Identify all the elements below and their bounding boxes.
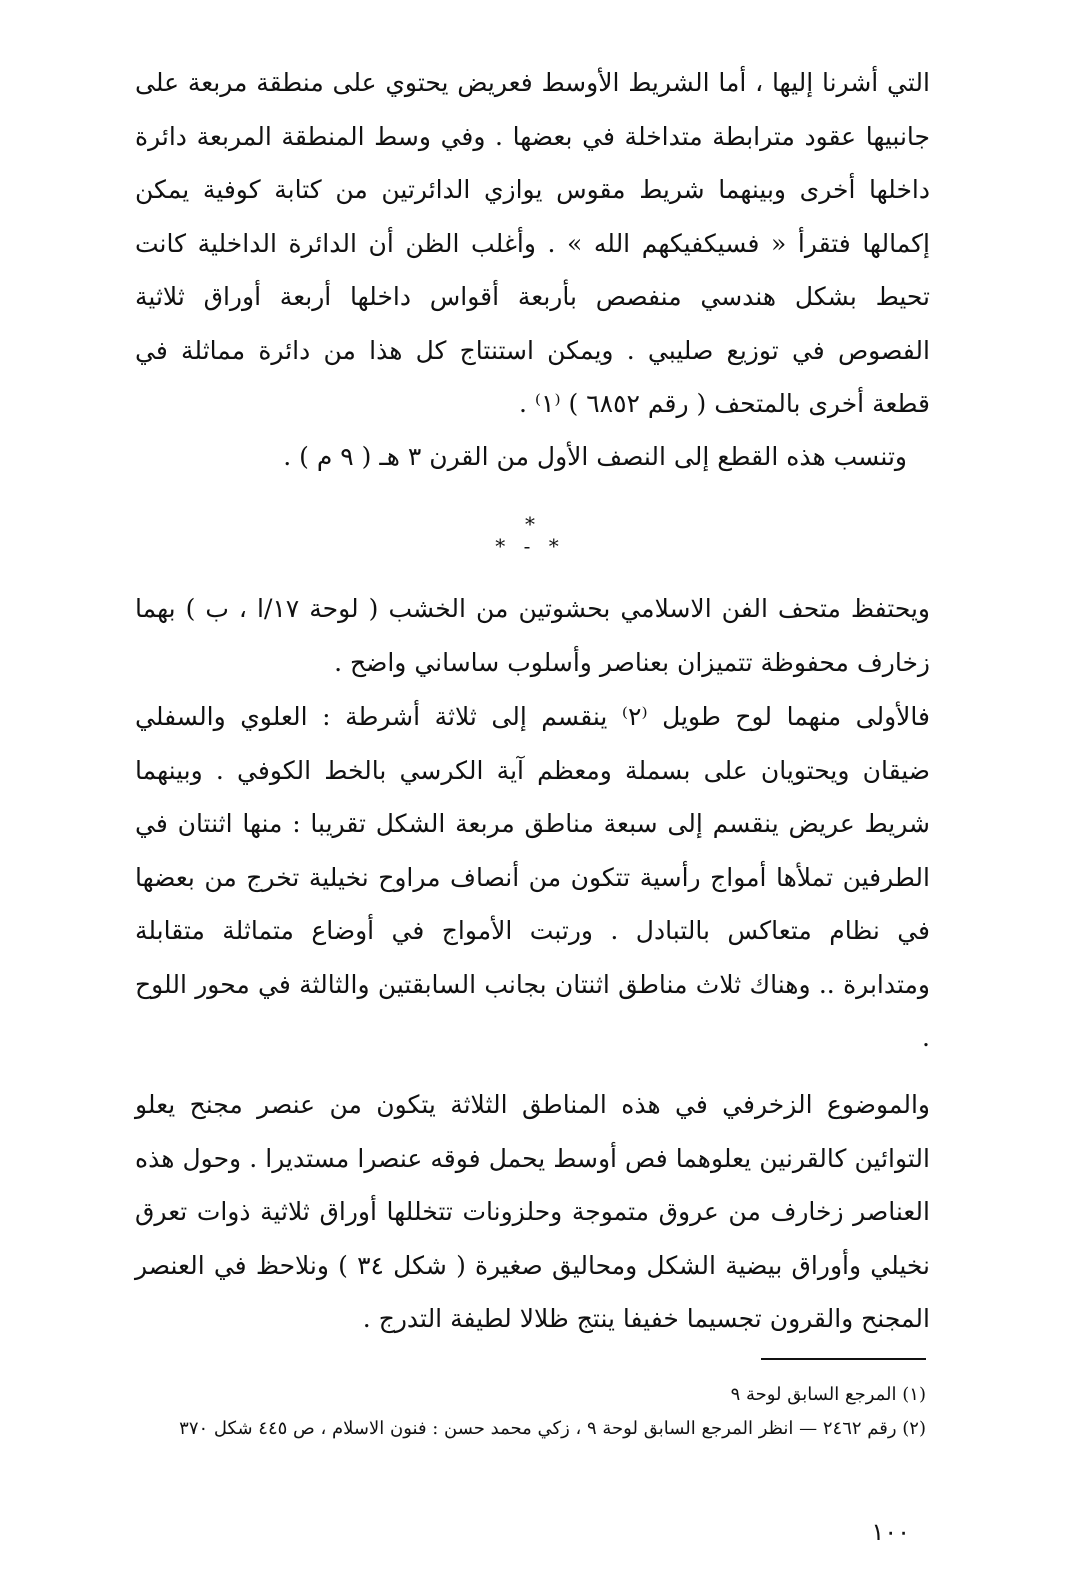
footnote-divider (761, 1358, 926, 1360)
body-paragraph-3: ويحتفظ متحف الفن الاسلامي بحشوتين من الخشب ( لوحة ١٧/ا ، ب ) بهما زخارف محفوظة تتميزان بعناصر وأسلوب ساساني واضح . (135, 594, 930, 677)
body-paragraph-5: والموضوع الزخرفي في هذه المناطق الثلاثة يتكون من عنصر مجنح يعلو التوائين كالقرنين يعلوهما فص أوسط يحمل فوقه عنصرا مستديرا . وحول هذه العناصر زخارف من عروق متموجة وحلزونات تتخللها أوراق ثلاثية ذوات تعرق نخيلي وأوراق بيضية الشكل ومحاليق صغيرة ( شكل ٣٤ ) ونلاحظ في العنصر المجنح والقرون تجسيما خفيفا ينتج ظلالا لطيفة التدرج . (135, 1090, 931, 1333)
page-number: ١٠٠ (871, 1518, 910, 1546)
separator-top-asterisk: * (525, 512, 535, 536)
section-separator (490, 513, 570, 557)
body-paragraph-4: فالأولى منهما لوح طويل ⁽٢⁾ ينقسم إلى ثلاثة أشرطة : العلوي والسفلي ضيقان ويحتويان على بسملة ومعظم آية الكرسي بالخط الكوفي . وبينهما شريط عريض ينقسم إلى سبعة مناطق مربعة الشكل تقريبا : منها اثنتان في الطرفين تملأها أمواج رأسية تتكون من أنصاف مراوح نخيلية تخرج من بعضها في نظام متعاكس بالتبادل . ورتبت الأمواج في أوضاع متماثلة متقابلة ومتدابرة .. وهناك ثلاث مناطق اثنتان بجانب السابقتين والثالثة في محور اللوح . (135, 702, 930, 1052)
separator-bottom-asterisks: * - * (495, 534, 565, 558)
body-paragraph-2: وتنسب هذه القطع إلى النصف الأول من القرن ٣ هـ ( ٩ م ) . (283, 442, 907, 471)
body-paragraph-1: التي أشرنا إليها ، أما الشريط الأوسط فعريض يحتوي على منطقة مربعة على جانبيها عقود مترابطة متداخلة في بعضها . وفي وسط المنطقة المربعة دائرة داخلها أخرى وبينهما شريط مقوس يوازي الدائرتين من كتابة كوفية يمكن إكمالها فتقرأ « فسيكفيكهم الله » . وأغلب الظن أن الدائرة الداخلية كانت تحيط بشكل هندسي منفصص بأربعة أقواس داخلها أربعة أوراق ثلاثية الفصوص في توزيع صليبي . ويمكن استنتاج كل هذا من دائرة مماثلة في قطعة أخرى بالمتحف ( رقم ٦٨٥٢ ) ⁽١⁾ . (135, 68, 930, 418)
footnote-1: (١) المرجع السابق لوحة ٩ (730, 1384, 926, 1405)
footnote-2: (٢) رقم ٢٤٦٢ — انظر المرجع السابق لوحة ٩ ، زكي محمد حسن : فنون الاسلام ، ص ٤٤٥ شكل ٣٧٠ (179, 1418, 926, 1439)
